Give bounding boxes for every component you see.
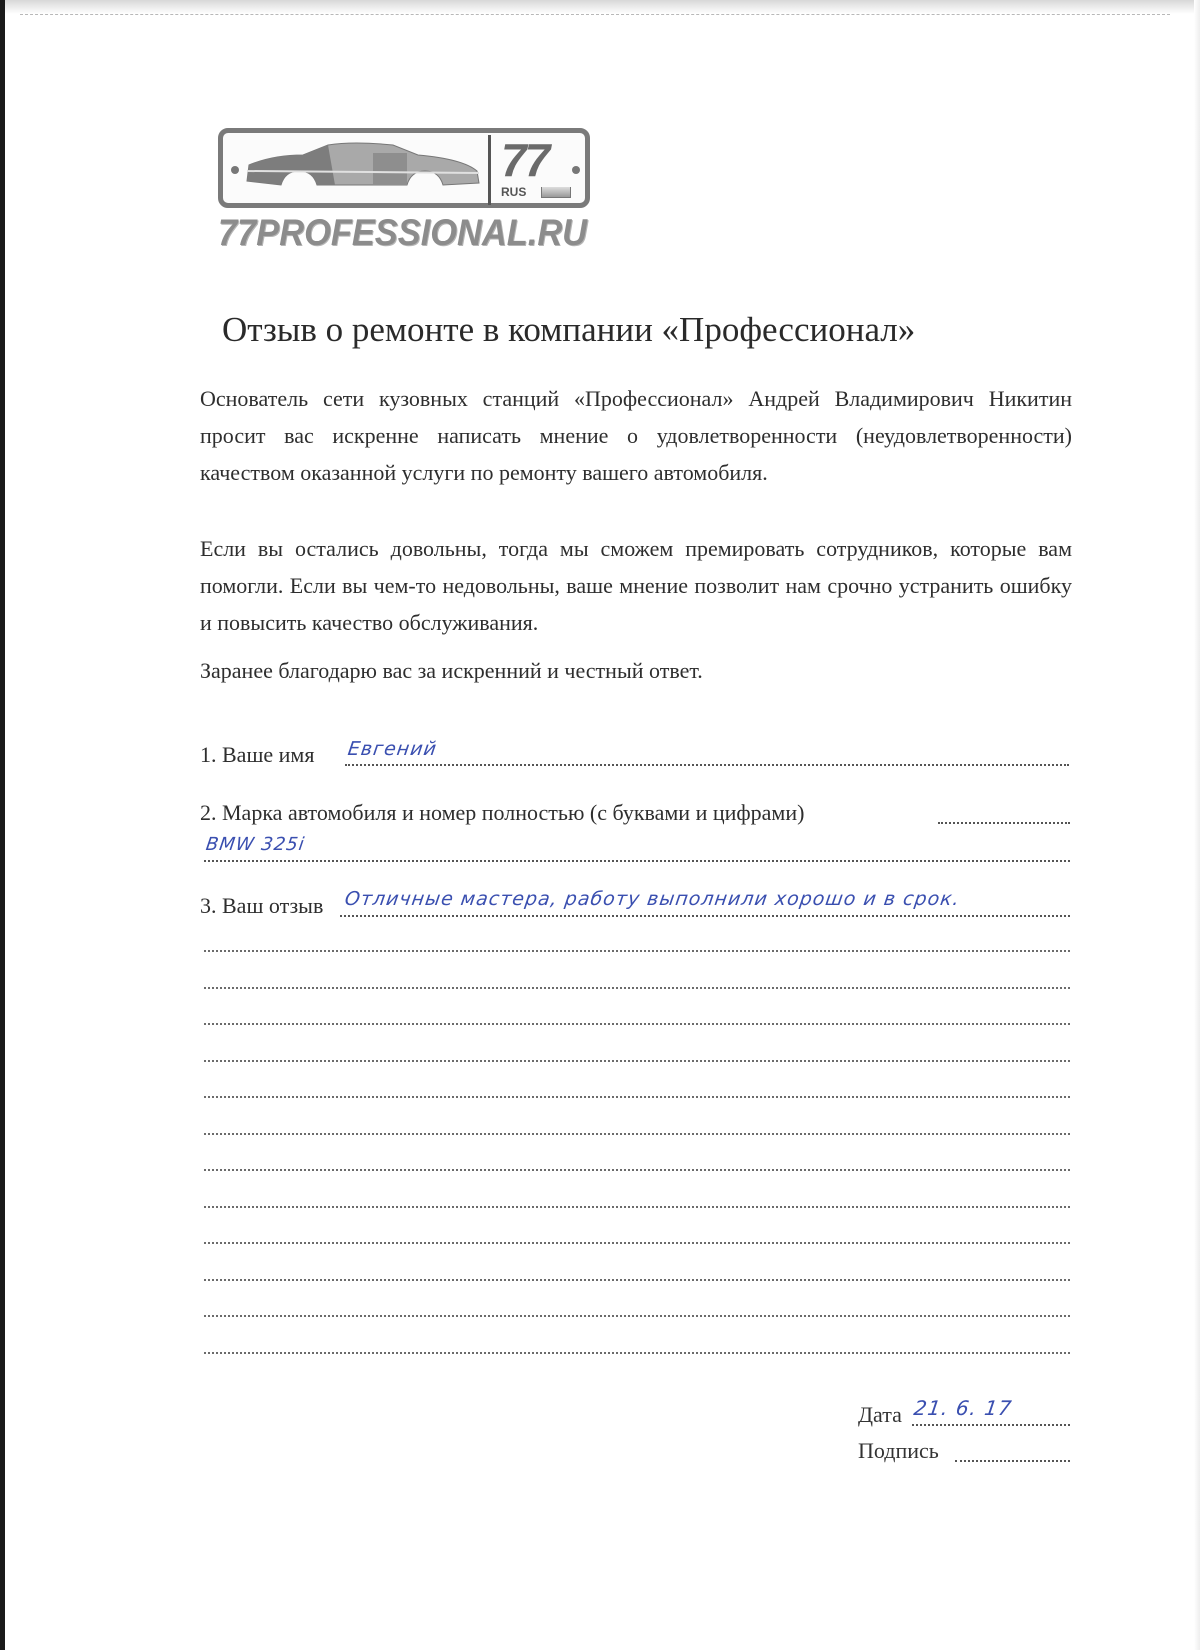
date-label: Дата (858, 1402, 902, 1427)
scan-edge-left (0, 0, 5, 1650)
company-logo (218, 128, 598, 264)
review-blank-line[interactable] (204, 1206, 1070, 1208)
plate-divider (488, 135, 491, 205)
plate-bolt-icon (231, 166, 239, 174)
review-blank-line[interactable] (204, 1060, 1070, 1062)
plate-region-code: 77 (501, 134, 549, 186)
review-blank-line[interactable] (204, 987, 1070, 989)
intro-paragraph: Основатель сети кузовных станций «Профессионал» Андрей Владимирович Никитин просит вас искренне написать мнение о удовлетворенности (неудовлетворенности) качеством оказанной услуги по ремонту вашего автомобиля. (200, 386, 1072, 485)
car-value[interactable]: BMW 325i (204, 834, 307, 855)
car-label: 2. Марка автомобиля и номер полностью (с буквами и цифрами) (200, 800, 805, 825)
car-silhouette-icon (243, 141, 483, 199)
review-blank-line[interactable] (204, 1023, 1070, 1025)
thanks-paragraph: Заранее благодарю вас за искренний и честный ответ. (200, 658, 703, 683)
date-dotted-line[interactable] (912, 1424, 1070, 1426)
incentive-paragraph: Если вы остались довольны, тогда мы сможем премировать сотрудников, которые вам помогли. Если вы чем-то недовольны, ваше мнение позволит нам срочно устранить ошибку и повысить качество обслуживания. (200, 536, 1072, 635)
name-value[interactable]: Евгений (346, 738, 439, 760)
name-dotted-line[interactable] (345, 764, 1069, 766)
review-blank-line[interactable] (204, 1133, 1070, 1135)
scan-edge-top (5, 0, 1195, 14)
review-blank-line[interactable] (204, 1169, 1070, 1171)
review-value[interactable]: Отличные мастера, работу выполнили хорошо и в срок. (343, 888, 962, 910)
review-dotted-line-first[interactable] (340, 915, 1070, 917)
review-blank-line[interactable] (204, 1352, 1070, 1354)
scan-edge-right (1194, 0, 1200, 1650)
scan-artifact-line (20, 14, 1170, 15)
date-value[interactable]: 21. 6. 17 (912, 1396, 1014, 1420)
car-dotted-line-1[interactable] (938, 822, 1070, 824)
flag-icon (541, 187, 571, 198)
document-title: Отзыв о ремонте в компании «Профессионал» (222, 310, 916, 349)
plate-country: RUS (501, 185, 527, 199)
plate-bolt-icon (572, 166, 580, 174)
logo-wordmark: 77PROFESSIONAL.RU (218, 212, 588, 253)
review-blank-line[interactable] (204, 1315, 1070, 1317)
review-blank-line[interactable] (204, 1096, 1070, 1098)
signature-label: Подпись (858, 1438, 939, 1463)
name-label: 1. Ваше имя (200, 742, 315, 767)
review-blank-line[interactable] (204, 1242, 1070, 1244)
review-blank-line[interactable] (204, 1279, 1070, 1281)
license-plate-logo (218, 128, 590, 208)
signature-dotted-line[interactable] (955, 1460, 1070, 1462)
review-label: 3. Ваш отзыв (200, 893, 324, 918)
review-blank-line[interactable] (204, 950, 1070, 952)
car-dotted-line-2[interactable] (204, 860, 1070, 862)
